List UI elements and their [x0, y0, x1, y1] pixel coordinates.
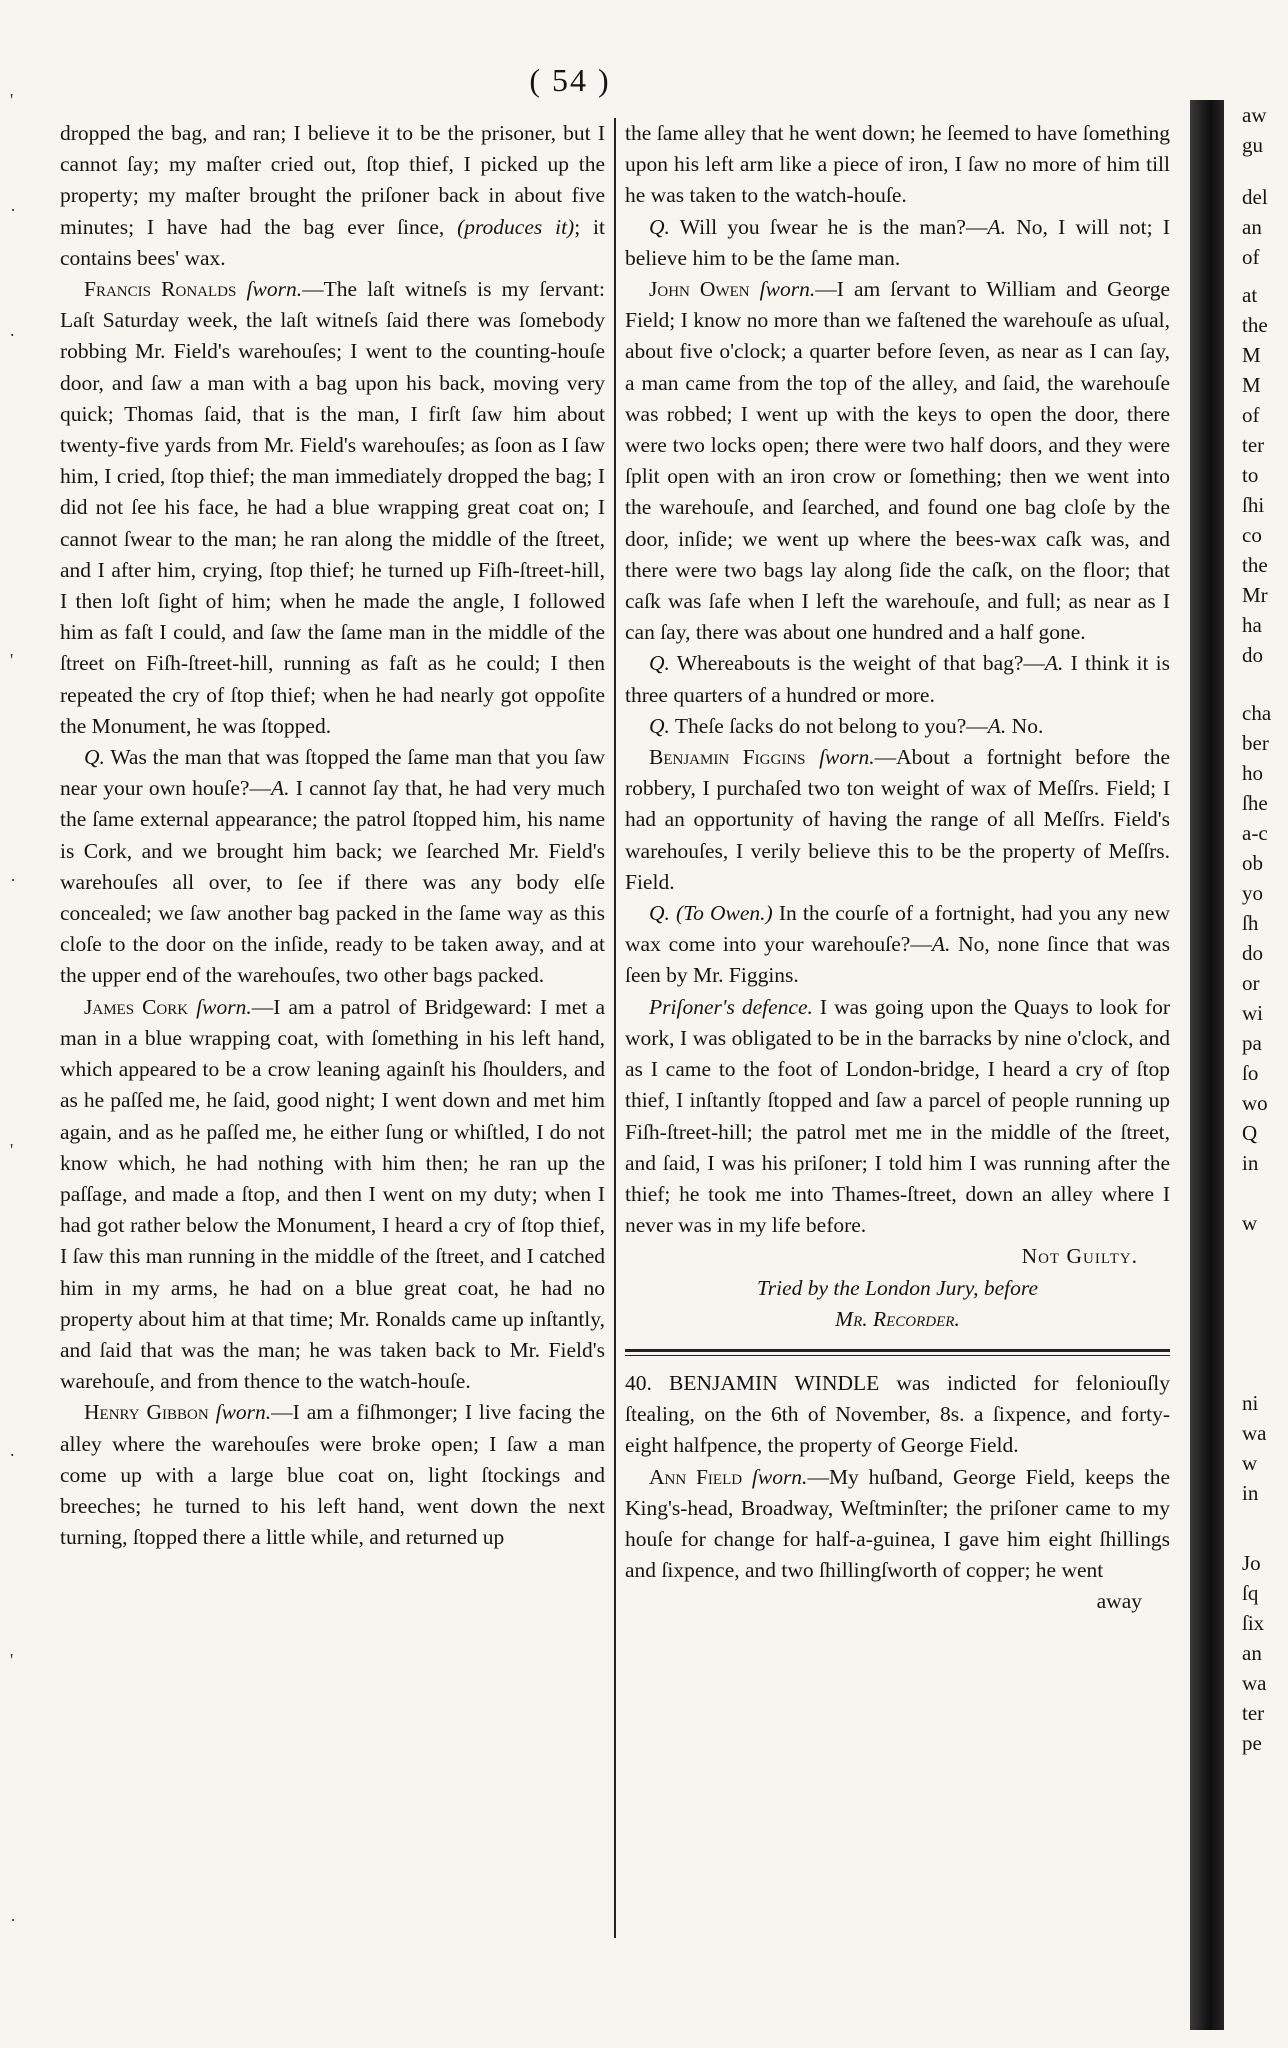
right-column-paragraph-1: the ſame alley that he went down; he ſeemed to have ſomething upon his left arm like a piece of iron, I ſaw no more of him till he was taken to the watch-houſe.	[625, 121, 1170, 208]
adjacent-page-edge	[1190, 100, 1288, 2030]
right-column-paragraphs	[625, 118, 1170, 1241]
edge-fragment: Jo	[1242, 1551, 1261, 1575]
edge-fragment: Mr	[1242, 583, 1268, 607]
left-column-paragraph-1: dropped the bag, and ran; I believe it to be the prisoner, but I cannot ſay; my maſter cried out, ſtop thief, I picked up the property; my maſter brought the priſoner back in about five minutes; I have had the bag ever ſince, (produces it); it contains bees' wax.	[60, 121, 605, 270]
right-column-paragraph-6: Benjamin Figgins ſworn.—About a fortnight before the robbery, I purchaſed two ton weight of wax of Meſſrs. Field; I had an opportunity of having the range of all Meſſrs. Field's warehouſes, I verily believe this to be the property of Meſſrs. Field.	[625, 745, 1171, 894]
case-separator-thin-rule	[625, 1355, 1170, 1356]
right-column	[625, 118, 1170, 1618]
edge-fragment: gu	[1242, 133, 1263, 157]
right-column-paragraph-8: Priſoner's defence. I was going upon the Quays to look for work, I was obligated to be in the barracks by nine o'clock, and as I came to the foot of London-bridge, I heard a cry of ſtop thief, I inſtantly ſtopped and ſaw a parcel of people running up Fiſh-ſtreet-hill; the patrol met me in the middle of the ſtreet, and ſaid, I was his priſoner; I told him I was running after the thief; he took me into Thames-ſtreet, down an alley where I never was in my life before.	[625, 994, 1171, 1238]
catchword: away	[1096, 1589, 1142, 1614]
edge-fragment: or	[1242, 971, 1260, 995]
verdict: Not Guilty.	[1021, 1244, 1138, 1269]
right-column-paragraph-5: Q. Theſe ſacks do not belong to you?—A. No.	[649, 713, 1044, 738]
case-40-indictment: 40. BENJAMIN WINDLE was indicted for feloniouſly ſtealing, on the 6th of November, 8s. a ſixpence, and forty-eight halfpence, the property of George Field.	[625, 1370, 1170, 1458]
edge-fragment: ho	[1242, 761, 1263, 785]
edge-fragment: w	[1242, 1211, 1258, 1235]
edge-fragment: in	[1242, 1481, 1259, 1505]
left-column-paragraph-2: Francis Ronalds ſworn.—The laſt witneſs is my ſervant: Laſt Saturday week, the laſt witneſs ſaid there was ſomebody robbing Mr. Field's warehouſes; I went to the counting-houſe door, and ſaw a man with a bag upon his back, moving very quick; Thomas ſaid, that is the man, I firſt ſaw him about twenty-five yards from Mr. Field's warehouſes; as ſoon as I ſaw him, I cried, ſtop thief; the man immediately dropped the bag; I did not ſee his face, he had a blue wrapping great coat on; I cannot ſwear to the man; he ran along the middle of the ſtreet, and I after him, crying, ſtop thief; he turned up Fiſh-ſtreet-hill, I then loſt ſight of him; when he made the angle, I followed him as faſt I could, and ſaw the ſame man in the middle of the ſtreet on Fiſh-ſtreet-hill, running as faſt as he could; I then repeated the cry of ſtop thief; when he had nearly got oppoſite the Monument, he was ſtopped.	[60, 277, 605, 738]
edge-fragment: ſq	[1242, 1581, 1259, 1605]
edge-fragment: to	[1242, 463, 1259, 487]
edge-fragment: wo	[1242, 1091, 1268, 1115]
edge-fragment: Q	[1242, 1121, 1258, 1145]
edge-fragment: pa	[1242, 1031, 1262, 1055]
edge-fragment: ſo	[1242, 1061, 1259, 1085]
left-column-paragraph-5: Henry Gibbon ſworn.—I am a fiſhmonger; I live facing the alley where the warehouſes were broke open; I ſaw a man come up with a large blue coat on, light ſtockings and breeches; he turned to his left hand, went down the next turning, ſtopped there a little while, and returned up	[60, 1400, 606, 1550]
left-column	[60, 118, 605, 1553]
edge-fragment: del	[1242, 185, 1268, 209]
edge-fragment: w	[1242, 1451, 1258, 1475]
edge-fragment: in	[1242, 1151, 1259, 1175]
edge-fragment: ſhe	[1242, 791, 1268, 815]
binding-shadow	[1190, 100, 1224, 2030]
edge-fragment: the	[1242, 553, 1268, 577]
edge-fragment: M	[1242, 343, 1261, 367]
edge-fragment: wi	[1242, 1001, 1263, 1025]
edge-fragment: ha	[1242, 613, 1262, 637]
tried-before-line: Mr. Recorder.	[835, 1306, 960, 1331]
left-column-paragraph-4: James Cork ſworn.—I am a patrol of Bridgeward: I met a man in a blue wrapping coat, with ſomething in his left hand, which appeared to be a crow leaning againſt his ſhoulders, and as he paſſed me, he ſaid, good night; I went down and met him again, and as he paſſed me, he either ſung or whiſtled, I do not know which, he had nothing with him then; he ran up the paſſage, and made a ſtop, and then I went on my duty; when I had got rather below the Monument, I heard a cry of ſtop thief, I ſaw this man running in the middle of the ſtreet, and I catched him in my arms, he had on a blue great coat, he had no property about him at that time; Mr. Ronalds came up inſtantly, and ſaid that was the man; he was taken back to Mr. Field's warehouſe, and from thence to the watch-houſe.	[60, 994, 605, 1394]
edge-fragment: a-c	[1242, 821, 1268, 845]
edge-fragment: of	[1242, 245, 1260, 269]
case-40-testimony: Ann Field ſworn.—My huſband, George Field, keeps the King's-head, Broadway, Weſtminſter; the priſoner came to my houſe for change for half-a-guinea, I gave him eight ſhillings and ſixpence, and two ſhillingſworth of copper; he went	[625, 1464, 1171, 1583]
edge-fragment: ſhi	[1242, 493, 1265, 517]
left-column-paragraph-3: Q. Was the man that was ſtopped the ſame man that you ſaw near your own houſe?—A. I cannot ſay that, he had very much the ſame external appearance; the patrol ſtopped him, his name is Cork, and we brought him back; we ſearched Mr. Field's warehouſes all over, to ſee if there was any body elſe concealed; we ſaw another bag packed in the ſame way as this cloſe to the door on the inſide, ready to be taken away, and at the upper end of the warehouſes, two other bags packed.	[60, 745, 605, 988]
edge-fragment: ſh	[1242, 911, 1259, 935]
edge-fragment: an	[1242, 1641, 1262, 1665]
column-rule	[614, 118, 616, 1938]
tried-by-line: Tried by the London Jury, before	[756, 1275, 1039, 1300]
edge-fragment: cha	[1242, 701, 1272, 725]
edge-fragment: ter	[1242, 1701, 1265, 1725]
edge-fragment: do	[1242, 643, 1263, 667]
edge-fragment: co	[1242, 523, 1262, 547]
right-column-paragraph-3: John Owen ſworn.—I am ſervant to William and George Field; I know no more than we faſtened the warehouſe as uſual, about five o'clock; a quarter before ſeven, as near as I can ſay, a man came from the top of the alley, and ſaid, the warehouſe was robbed; I went up with the keys to open the door, there were two locks open; there were two half doors, and they were ſplit open with an iron crow or ſomething; then we went into the warehouſe, and ſearched, and found one bag cloſe by the door, inſide; we went up where the bees-wax caſk was, and there were two bags lay along ſide the caſk, on the floor; that caſk was ſafe when I left the warehouſe, and full; as near as I can ſay, there was about one hundred and a half gone.	[625, 277, 1171, 645]
edge-fragment: ſix	[1242, 1611, 1265, 1635]
right-column-paragraph-4: Q. Whereabouts is the weight of that bag?—A. I think it is three quarters of a hundred or more.	[625, 651, 1171, 707]
edge-fragment: ob	[1242, 851, 1263, 875]
edge-fragment: of	[1242, 403, 1260, 427]
edge-fragment: do	[1242, 941, 1263, 965]
edge-fragment: ter	[1242, 433, 1265, 457]
gutter-marks: ' · . ' · ' . ' ·	[10, 90, 16, 1930]
edge-fragment: an	[1242, 215, 1262, 239]
right-column-paragraph-7: Q. (To Owen.) In the courſe of a fortnight, had you any new wax come into your warehouſe?—A. No, none ſince that was ſeen by Mr. Figgins.	[625, 901, 1170, 988]
edge-fragment: ni	[1242, 1391, 1259, 1415]
edge-fragment: at	[1242, 283, 1258, 307]
right-column-paragraph-2: Q. Will you ſwear he is the man?—A. No, I will not; I believe him to be the ſame man.	[625, 214, 1170, 270]
edge-fragment: the	[1242, 313, 1268, 337]
edge-fragment: wa	[1242, 1671, 1267, 1695]
edge-fragment: aw	[1242, 103, 1267, 127]
edge-fragment: pe	[1242, 1731, 1262, 1755]
page-number: ( 54 )	[529, 62, 611, 98]
case-separator-rule	[625, 1349, 1170, 1352]
edge-fragment: yo	[1242, 881, 1263, 905]
edge-fragment: M	[1242, 373, 1261, 397]
edge-fragment: ber	[1242, 731, 1269, 755]
edge-fragment: wa	[1242, 1421, 1267, 1445]
